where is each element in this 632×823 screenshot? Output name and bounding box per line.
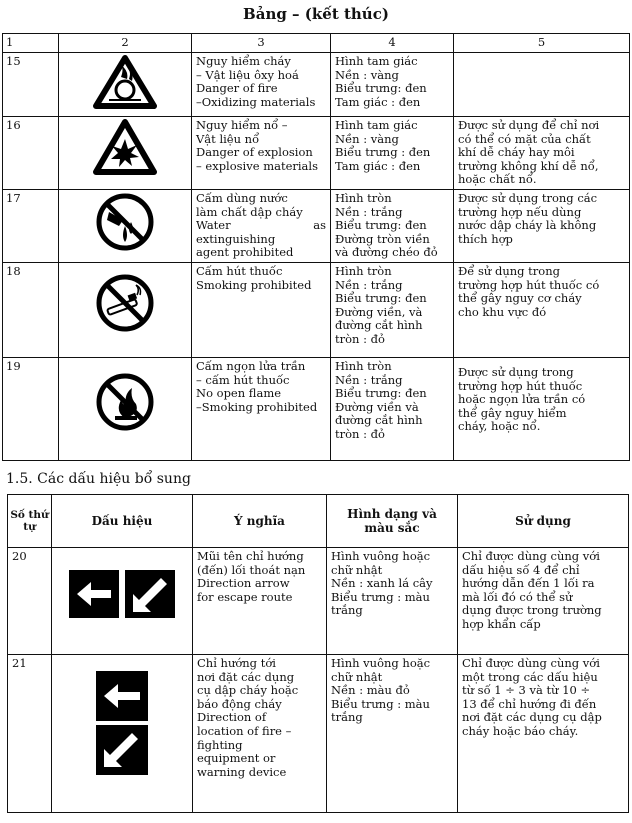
header-cell: Ý nghĩa bbox=[193, 495, 327, 548]
shape-color-cell: Hình tròn Nền : trắng Biểu trưng: đen Đường viền, và đường cắt hình tròn : đỏ bbox=[331, 262, 454, 357]
row-number: 18 bbox=[3, 262, 59, 357]
no-open-flame-sign-icon bbox=[63, 372, 187, 432]
header-cell: 3 bbox=[192, 34, 331, 53]
usage-cell: Để sử dụng trong trường hợp hút thuốc có thể gây nguy cơ cháy cho khu vực đó bbox=[454, 262, 630, 357]
header-cell: 2 bbox=[59, 34, 192, 53]
header-cell: 4 bbox=[331, 34, 454, 53]
explosive-triangle-sign-icon bbox=[63, 119, 187, 175]
table-row bbox=[3, 357, 630, 460]
fire-equipment-direction-sign-icon bbox=[56, 669, 188, 777]
section-heading: 1.5. Các dấu hiệu bổ sung bbox=[6, 471, 191, 487]
page-title: Bảng – (kết thúc) bbox=[243, 5, 389, 23]
row-number: 17 bbox=[3, 189, 59, 262]
header-cell: 1 bbox=[3, 34, 59, 53]
meaning-cell: Cấm dùng nước làm chất dập cháy Water as extinguishing agent prohibited bbox=[192, 189, 331, 262]
meaning-cell: Chỉ hướng tới nơi đặt các dụng cụ dập cháy hoặc báo động cháy Direction of location of fire – fighting equipment or warning device bbox=[193, 655, 327, 813]
no-water-extinguishing-sign-icon bbox=[63, 192, 187, 252]
usage-cell: Chỉ được dùng cùng với một trong các dấu hiệu từ số 1 ÷ 3 và từ 10 ÷ 13 để chỉ hướng đi đến nơi đặt các dụng cụ dập cháy hoặc báo cháy. bbox=[458, 655, 629, 813]
table-row bbox=[3, 53, 630, 117]
row-number: 20 bbox=[8, 548, 52, 655]
meaning-cell: Mũi tên chỉ hướng (đến) lối thoát nạn Direction arrow for escape route bbox=[193, 548, 327, 655]
shape-color-cell: Hình tròn Nền : trắng Biểu trưng: đen Đường tròn viền và đường chéo đỏ bbox=[331, 189, 454, 262]
table-row bbox=[3, 117, 630, 190]
table-row bbox=[8, 548, 629, 655]
usage-cell: Được sử dụng để chỉ nơi có thể có mặt của chất khí dễ cháy hay môi trường không khí dễ nổ, hoặc chất nổ. bbox=[454, 117, 630, 190]
table-row bbox=[8, 655, 629, 813]
header-cell: Hình dạng và màu sắc bbox=[327, 495, 458, 548]
meaning-cell: Cấm hút thuốc Smoking prohibited bbox=[192, 262, 331, 357]
shape-color-cell: Hình tam giác Nền : vàng Biểu trưng: đen Tam giác : đen bbox=[331, 53, 454, 117]
row-number: 19 bbox=[3, 357, 59, 460]
usage-cell: Được sử dụng trong trường hợp hút thuốc hoặc ngọn lửa trần có thể gây nguy hiểm cháy, hoặc nổ. bbox=[454, 357, 630, 460]
shape-color-cell: Hình tròn Nền : trắng Biểu trưng: đen Đường viền và đường cắt hình tròn : đỏ bbox=[331, 357, 454, 460]
row-number: 16 bbox=[3, 117, 59, 190]
usage-cell bbox=[454, 53, 630, 117]
table-row bbox=[3, 189, 630, 262]
table-header-row bbox=[8, 495, 629, 548]
header-cell: Số thứ tự bbox=[8, 495, 52, 548]
header-cell: Dấu hiệu bbox=[52, 495, 193, 548]
shape-color-cell: Hình tam giác Nền : vàng Biểu trưng : đen Tam giác : đen bbox=[331, 117, 454, 190]
row-number: 15 bbox=[3, 53, 59, 117]
meaning-cell: Nguy hiểm nổ – Vật liệu nổ Danger of explosion – explosive materials bbox=[192, 117, 331, 190]
meaning-cell: Cấm ngọn lửa trần – cấm hút thuốc No open flame –Smoking prohibited bbox=[192, 357, 331, 460]
row-number: 21 bbox=[8, 655, 52, 813]
no-smoking-sign-icon bbox=[63, 273, 187, 333]
table-row bbox=[3, 262, 630, 357]
usage-cell: Chỉ được dùng cùng với dấu hiệu số 4 để chỉ hướng dẫn đến 1 lối ra mà lối đó có thể sử dụng được trong trường hợp khẩn cấp bbox=[458, 548, 629, 655]
header-cell: 5 bbox=[454, 34, 630, 53]
table-header-row bbox=[3, 34, 630, 53]
usage-cell: Được sử dụng trong các trường hợp nếu dùng nước dập cháy là không thích hợp bbox=[454, 189, 630, 262]
supplementary-signs-table bbox=[7, 494, 629, 813]
header-cell: Sử dụng bbox=[458, 495, 629, 548]
oxidizing-triangle-sign-icon bbox=[63, 55, 187, 109]
shape-color-cell: Hình vuông hoặc chữ nhật Nền : màu đỏ Biểu trưng : màu trắng bbox=[327, 655, 458, 813]
meaning-cell: Nguy hiểm cháy – Vật liệu ôxy hoá Danger of fire –Oxidizing materials bbox=[192, 53, 331, 117]
shape-color-cell: Hình vuông hoặc chữ nhật Nền : xanh lá cây Biểu trưng : màu trắng bbox=[327, 548, 458, 655]
escape-route-arrows-sign-icon bbox=[56, 568, 188, 620]
signs-table-continued bbox=[2, 33, 630, 461]
